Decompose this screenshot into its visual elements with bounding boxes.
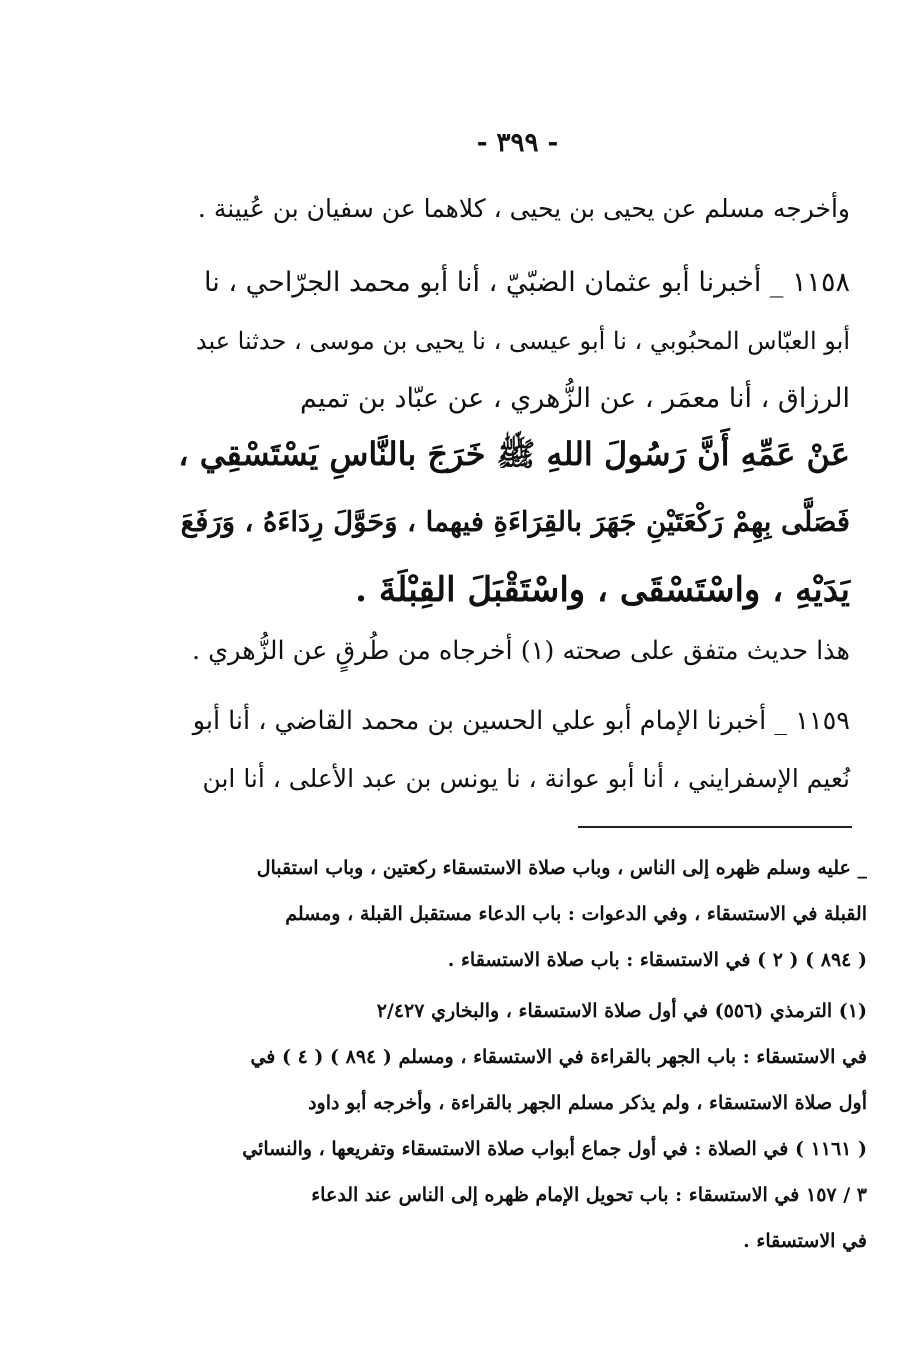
matn-line: يَدَيْهِ ، واسْتَسْقَى ، واسْتَقْبَلَ القِبْلَةَ . [355, 570, 850, 610]
footnote-line: ( ١١٦١ ) في الصلاة : في أول جماع أبواب صلاة الاستسقاء وتفريعها ، والنسائي [242, 1138, 867, 1160]
matn-line: عَنْ عَمِّهِ أَنَّ رَسُولَ اللهِ ﷺ خَرَجَ بالنَّاسِ يَسْتَسْقِي ، [178, 435, 850, 473]
matn-line: فَصَلَّى بِهِمْ رَكْعَتَيْنِ جَهَرَ بالقِرَاءَةِ فيهما ، وَحَوَّلَ رِدَاءَهُ ، وَرَفَعَ [180, 506, 850, 538]
hadith-1158-isnad [190, 254, 850, 428]
isnad-line: نُعيم الإسفرايني ، أنا أبو عوانة ، نا يونس بن عبد الأعلى ، أنا ابن [202, 764, 850, 793]
intro-paragraph [190, 180, 850, 238]
intro-line: وأخرجه مسلم عن يحيى بن يحيى ، كلاهما عن سفيان بن عُيينة . [197, 194, 850, 223]
hadith-1158-grading [190, 622, 850, 680]
hadith-1158-matn [170, 420, 850, 624]
footnote-line: ٣ / ١٥٧ في الاستسقاء : باب تحويل الإمام ظهره إلى الناس عند الدعاء [311, 1184, 867, 1206]
isnad-line: الرزاق ، أنا معمَر ، عن الزُّهري ، عن عبّاد بن تميم [300, 383, 850, 414]
footnote-divider [578, 826, 852, 828]
grading-line: هذا حديث متفق على صحته (١) أخرجاه من طُرقٍ عن الزُّهري . [191, 636, 850, 666]
footnote-1 [167, 988, 867, 1264]
footnote-line: القبلة في الاستسقاء ، وفي الدعوات : باب الدعاء مستقبل القبلة ، ومسلم [285, 903, 867, 925]
footnote-line: أول صلاة الاستسقاء ، ولم يذكر مسلم الجهر بالقراءة ، وأخرجه أبو داود [308, 1092, 867, 1114]
isnad-line: ١١٥٨ _ أخبرنا أبو عثمان الضبّيّ ، أنا أبو محمد الجرّاحي ، نا [204, 267, 850, 298]
footnote-line: _ عليه وسلم ظهره إلى الناس ، وباب صلاة الاستسقاء ركعتين ، وباب استقبال [256, 857, 867, 879]
footnote-line: (١) الترمذي (٥٥٦) في أول صلاة الاستسقاء ، والبخاري ٢/٤٢٧ [376, 1000, 867, 1022]
hadith-1159-isnad [190, 692, 850, 808]
page-number: - ٣٩٩ - [476, 128, 559, 158]
footnote-line: في الاستسقاء : باب الجهر بالقراءة في الاستسقاء ، ومسلم ( ٨٩٤ ) ( ٤ ) في [250, 1046, 867, 1068]
footnote-line: في الاستسقاء . [743, 1230, 867, 1252]
footnote-continuation [167, 845, 867, 983]
isnad-line: أبو العبّاس المحبُوبي ، نا أبو عيسى ، نا يحيى بن موسى ، حدثنا عبد [195, 327, 850, 355]
isnad-line: ١١٥٩ _ أخبرنا الإمام أبو علي الحسين بن محمد القاضي ، أنا أبو [192, 706, 850, 736]
footnote-line: ( ٨٩٤ ) ( ٢ ) في الاستسقاء : باب صلاة الاستسقاء . [447, 949, 867, 971]
